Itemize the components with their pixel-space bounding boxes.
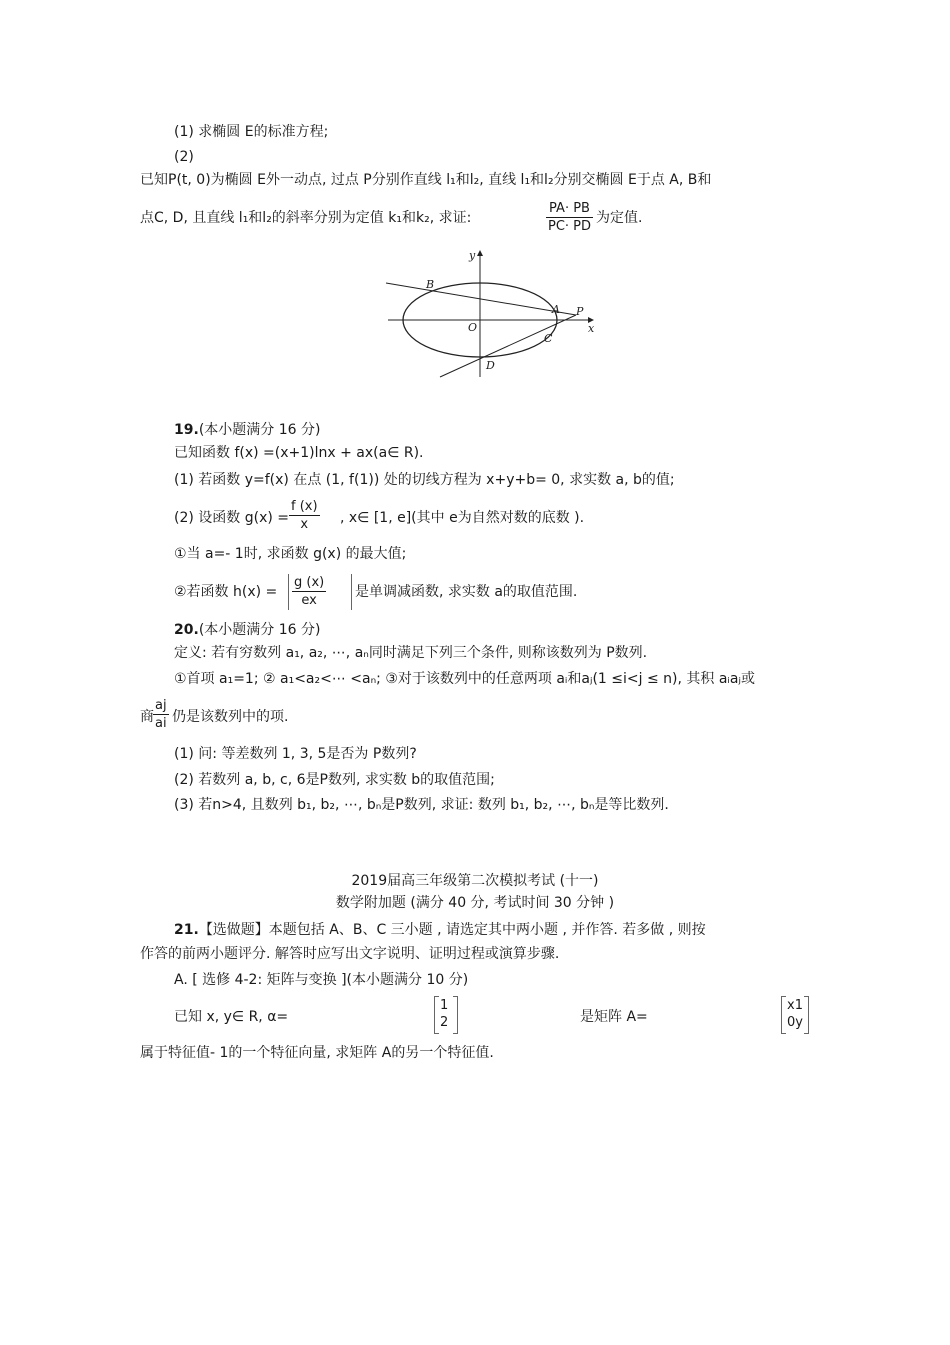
q19-line5-pre: ②若函数 h(x) = — [174, 584, 278, 600]
q18-fraction — [546, 200, 593, 235]
q19-h-den: ex — [301, 593, 317, 608]
label-x: x — [588, 322, 595, 335]
q18-line2-pre: 点C, D, 且直线 l₁和l₂的斜率分别为定值 k₁和k₂, 求证: — [140, 210, 472, 226]
line-l1 — [386, 283, 576, 315]
label-d: D — [486, 359, 495, 372]
matrix-bracket-left — [781, 996, 786, 1034]
q21-line-a2: 属于特征值- 1的一个特征向量, 求矩阵 A的另一个特征值. — [140, 1045, 494, 1061]
q18-frac-num: PA· PB — [546, 200, 593, 218]
abs-bar-left — [288, 574, 289, 610]
q20-p1: (1) 问: 等差数列 1, 3, 5是否为 P数列? — [174, 746, 417, 762]
q21-line1 — [174, 921, 706, 939]
q21-line1-text: 【选做题】本题包括 A、B、C 三小题 , 请选定其中两小题 , 并作答. 若多做 , 则按 — [198, 922, 706, 938]
q19-number: 19. — [174, 422, 199, 438]
matrix-a — [787, 997, 803, 1031]
q19-g-fraction — [289, 498, 320, 533]
ellipse-figure — [380, 245, 610, 380]
vector-bracket-left — [434, 996, 439, 1034]
q18-line1: 已知P(t, 0)为椭圆 E外一动点, 过点 P分别作直线 l₁和l₂, 直线 l₁和l₂分别交椭圆 E于点 A, B和 — [140, 172, 712, 188]
q19-line3-post: , x∈ [1, e](其中 e为自然对数的底数 ). — [340, 510, 585, 526]
q20-number: 20. — [174, 622, 199, 638]
label-y: y — [469, 249, 476, 262]
vector-top: 1 — [440, 998, 449, 1013]
q19-g-den: x — [300, 517, 309, 532]
q20-p3: (3) 若n>4, 且数列 b₁, b₂, ⋯, bₙ是P数列, 求证: 数列 b₁, b₂, ⋯, bₙ是等比数列. — [174, 797, 669, 813]
label-o: O — [468, 321, 478, 334]
q19-line5-post: 是单调减函数, 求实数 a的取值范围. — [355, 584, 578, 600]
abs-bar-right — [351, 574, 352, 610]
q19-g-num: f (x) — [291, 499, 318, 514]
matrix-row-2: 0y — [787, 1015, 803, 1030]
q19-line1: 已知函数 f(x) =(x+1)lnx + ax(a∈ R). — [174, 445, 424, 461]
q21-line-a1-pre: 已知 x, y∈ R, α= — [174, 1009, 289, 1025]
q20-frac-den: ai — [155, 716, 167, 731]
vector-alpha — [440, 997, 448, 1031]
q19-line3-pre: (2) 设函数 g(x) = — [174, 510, 290, 526]
vector-bracket-right — [453, 996, 458, 1034]
q20-line2: ①首项 a₁=1; ② a₁<a₂<⋯ <aₙ; ③对于该数列中的任意两项 aᵢ和aⱼ(1 ≤i<j ≤ n), 其积 aᵢaⱼ或 — [174, 671, 755, 687]
line-l2 — [440, 315, 576, 377]
q19-line2: (1) 若函数 y=f(x) 在点 (1, f(1)) 处的切线方程为 x+y+b= 0, 求实数 a, b的值; — [174, 472, 675, 488]
q20-fraction — [153, 697, 169, 732]
label-c: C — [544, 332, 553, 345]
matrix-row-1: x1 — [787, 998, 803, 1013]
label-p: P — [576, 305, 584, 318]
q18-part1: (1) 求椭圆 E的标准方程; — [174, 124, 329, 140]
q18-line2-post: 为定值. — [596, 210, 643, 226]
q20-p2: (2) 若数列 a, b, c, 6是P数列, 求实数 b的取值范围; — [174, 772, 495, 788]
q19-header — [174, 421, 320, 439]
q20-line3-pre: 商 — [140, 709, 154, 725]
q20-header-text: (本小题满分 16 分) — [198, 622, 321, 638]
appendix-subtitle: 数学附加题 (满分 40 分, 考试时间 30 分钟 ) — [335, 895, 615, 911]
label-b: B — [426, 278, 435, 291]
q18-part2-label: (2) — [174, 149, 194, 165]
q21-number: 21. — [174, 922, 199, 938]
label-a: A — [552, 303, 560, 316]
q20-header — [174, 621, 320, 639]
q18-frac-den: PC· PD — [548, 219, 592, 234]
q19-line4: ①当 a=- 1时, 求函数 g(x) 的最大值; — [174, 546, 407, 562]
q21-part-a: A. [ 选修 4-2: 矩阵与变换 ](本小题满分 10 分) — [174, 972, 469, 988]
q19-h-fraction — [292, 574, 326, 609]
q20-line3-post: 仍是该数列中的项. — [172, 709, 289, 725]
q20-frac-num: aj — [155, 698, 167, 713]
vector-bottom: 2 — [440, 1015, 449, 1030]
q21-line-a1-mid: 是矩阵 A= — [580, 1009, 648, 1025]
q19-header-text: (本小题满分 16 分) — [198, 422, 321, 438]
matrix-bracket-right — [804, 996, 809, 1034]
appendix-title: 2019届高三年级第二次模拟考试 (十一) — [351, 873, 599, 889]
q19-h-num: g (x) — [294, 575, 325, 590]
q21-line2: 作答的前两小题评分. 解答时应写出文字说明、证明过程或演算步骤. — [140, 946, 560, 962]
q20-line1: 定义: 若有穷数列 a₁, a₂, ⋯, aₙ同时满足下列三个条件, 则称该数列为 P数列. — [174, 645, 648, 661]
